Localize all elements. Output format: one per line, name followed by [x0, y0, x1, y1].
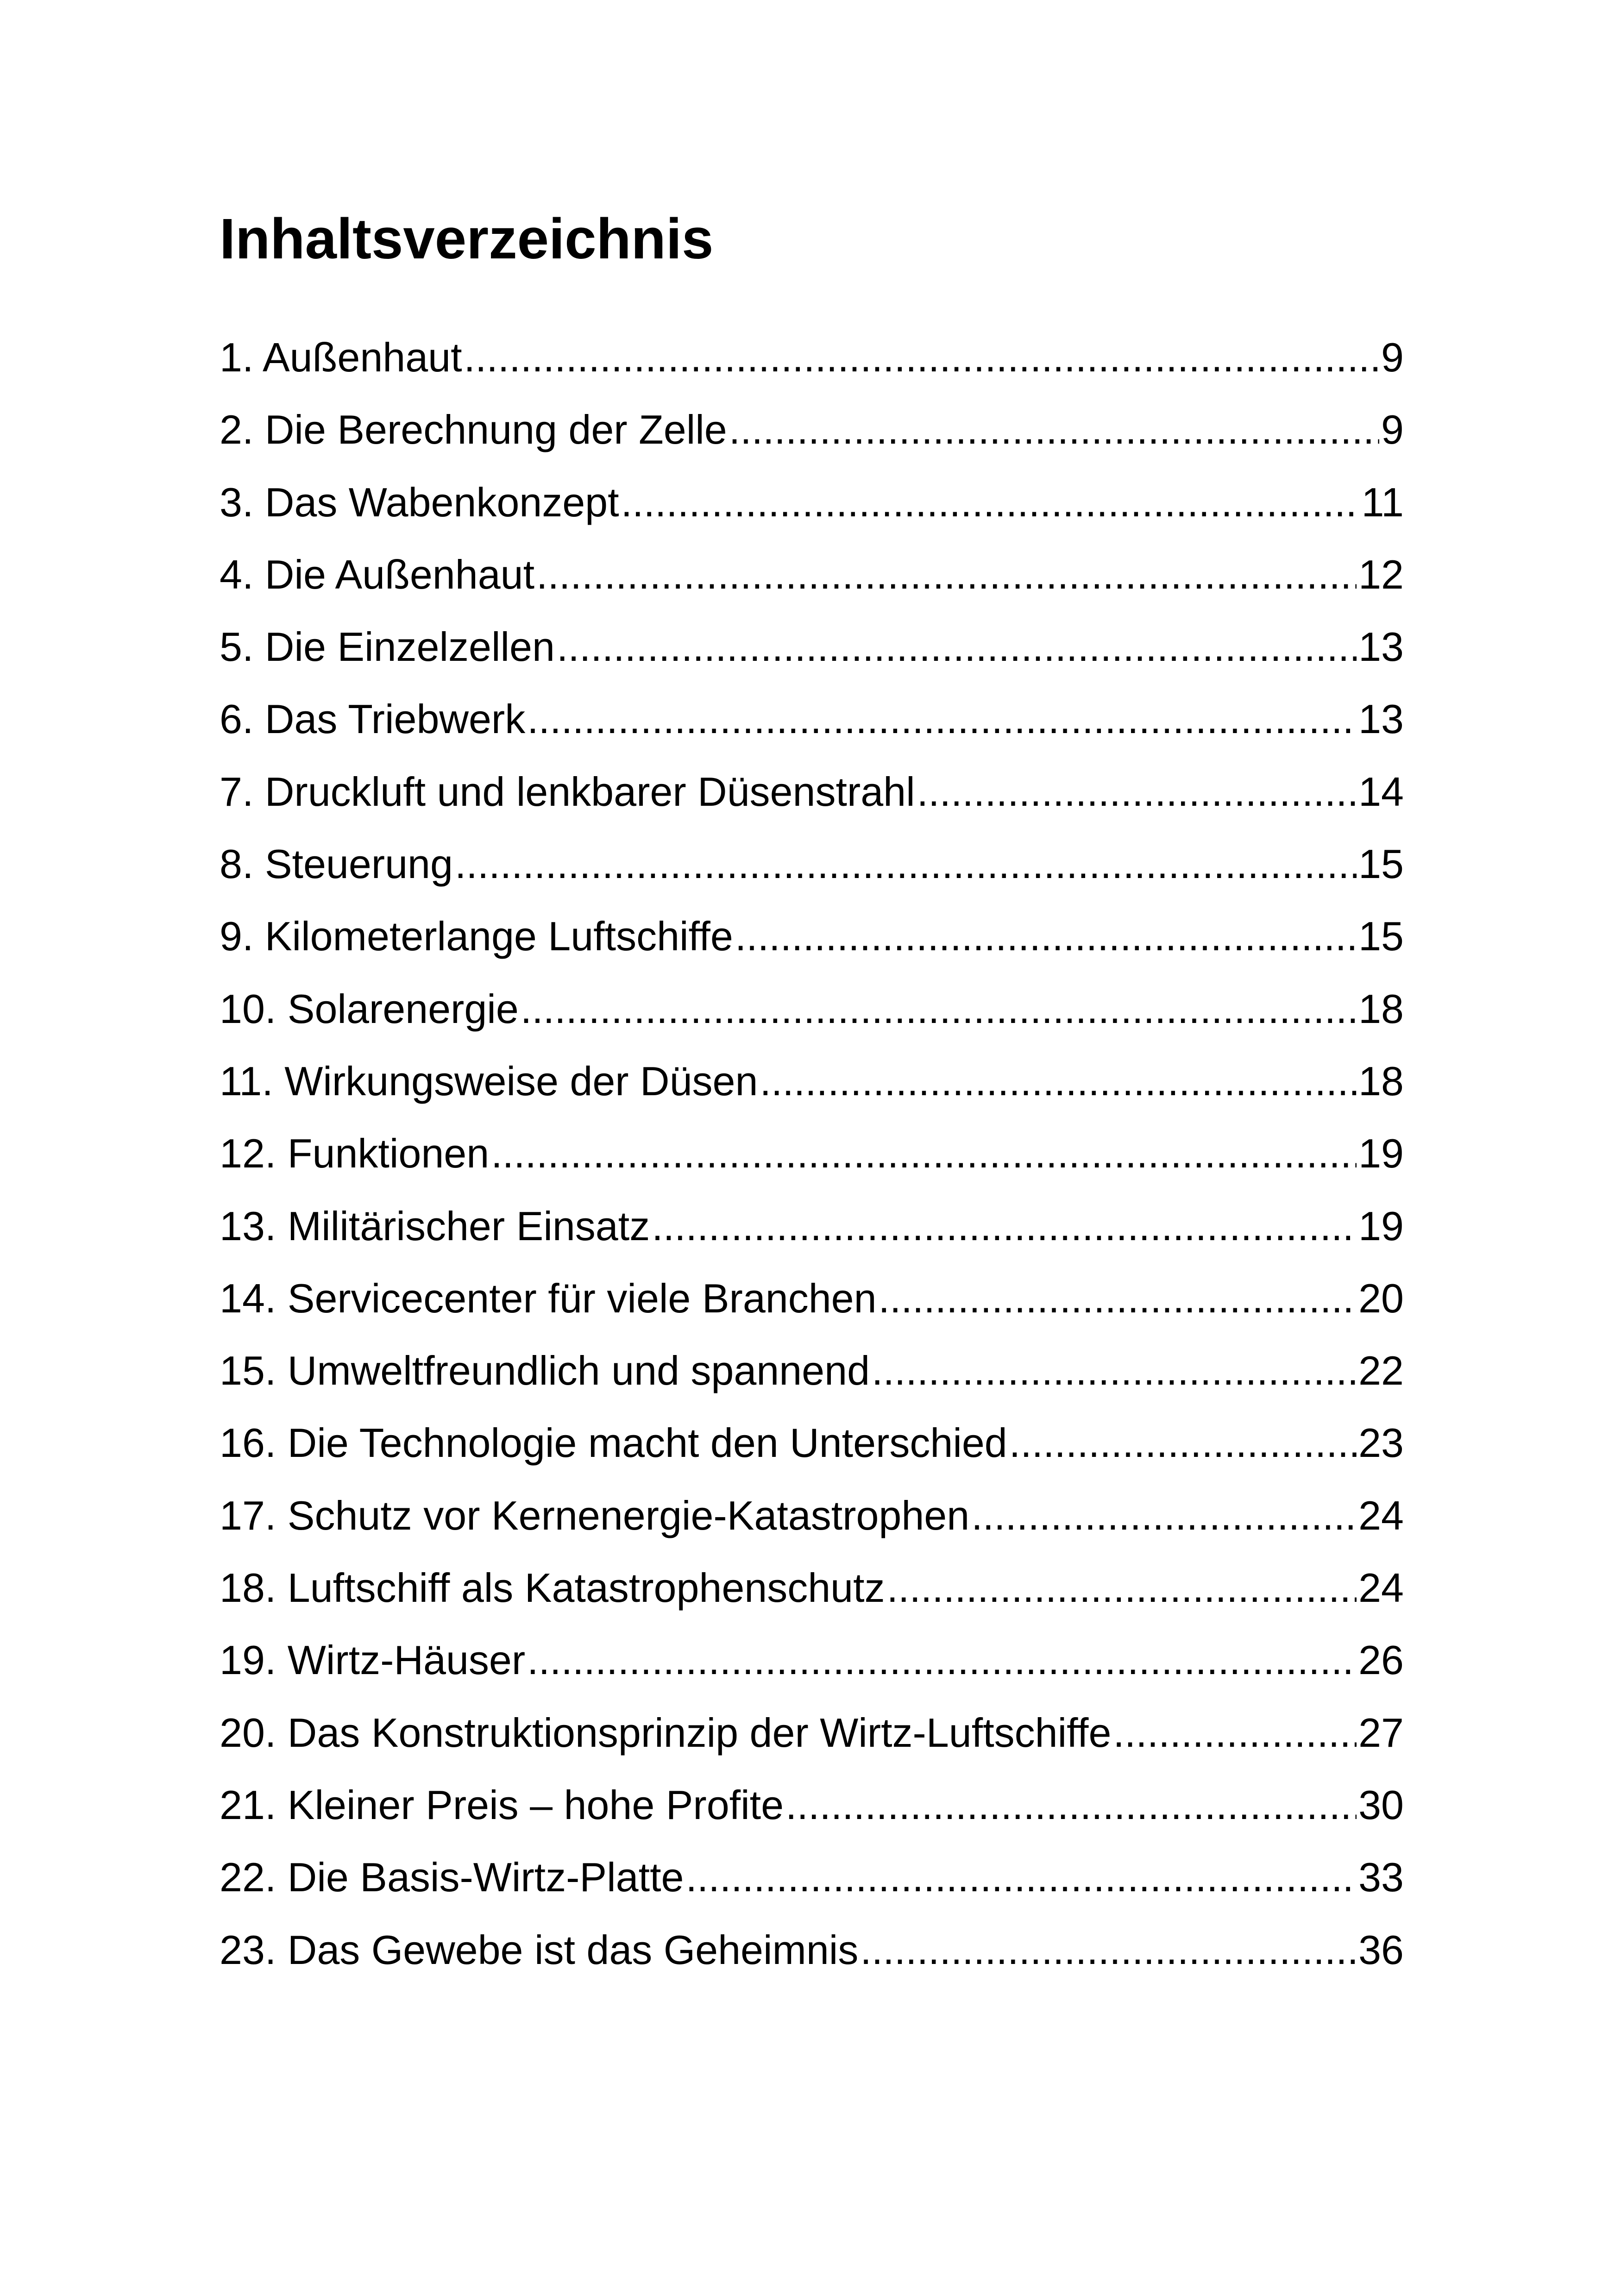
toc-entry-label: 11. Wirkungsweise der Düsen	[220, 1058, 758, 1104]
toc-entry-leader	[917, 772, 1357, 812]
toc-entry-label: 7. Druckluft und lenkbarer Düsenstrahl	[220, 768, 915, 815]
toc-entry	[220, 1350, 1404, 1423]
toc-entry-leader	[455, 844, 1357, 885]
toc-entry-page-number: 13	[1358, 624, 1404, 670]
toc-entry-leader	[536, 554, 1357, 595]
toc-entry-label: 12. Funktionen	[220, 1130, 490, 1177]
toc-entry	[220, 1420, 1404, 1495]
toc-entry	[220, 1203, 1404, 1278]
toc-entry-leader	[521, 989, 1357, 1029]
toc-entry-page-number: 27	[1358, 1709, 1404, 1756]
toc-entry	[220, 1854, 1404, 1929]
toc-entry	[220, 409, 1404, 482]
toc-entry	[220, 913, 1404, 988]
toc-entry-label: 8. Steuerung	[220, 841, 453, 887]
toc-entry	[220, 985, 1404, 1061]
toc-entry-page-number: 18	[1358, 1058, 1404, 1104]
toc-entry-leader	[652, 1206, 1357, 1247]
toc-entry-label: 23. Das Gewebe ist das Geheimnis	[220, 1926, 859, 1973]
toc-entry-leader	[729, 409, 1379, 450]
toc-entry-page-number: 14	[1358, 768, 1404, 815]
toc-entry-page-number: 9	[1381, 334, 1404, 380]
toc-entry-leader	[971, 1495, 1357, 1536]
toc-entry-label: 15. Umweltfreundlich und spannend	[220, 1348, 870, 1394]
toc-entry-label: 17. Schutz vor Kernenergie-Katastrophen	[220, 1492, 970, 1538]
toc-entry-page-number: 26	[1358, 1637, 1404, 1683]
toc-entry-label: 18. Luftschiff als Katastrophenschutz	[220, 1565, 885, 1611]
toc-entry-label: 22. Die Basis-Wirtz-Platte	[220, 1854, 684, 1901]
toc-entry-page-number: 36	[1358, 1926, 1404, 1973]
toc-entry-label: 10. Solarenergie	[220, 985, 519, 1032]
toc-entry	[220, 1709, 1404, 1785]
toc-entry-label: 21. Kleiner Preis – hohe Profite	[220, 1782, 784, 1828]
toc-entry-leader	[860, 1930, 1357, 1970]
toc-entry-page-number: 33	[1358, 1854, 1404, 1901]
toc-entry	[220, 1058, 1404, 1133]
toc-entry-leader	[685, 1857, 1357, 1898]
toc-entry	[220, 551, 1404, 627]
toc-entry-page-number: 20	[1358, 1275, 1404, 1321]
toc-entry-page-number: 19	[1358, 1203, 1404, 1249]
toc-entry-label: 5. Die Einzelzellen	[220, 624, 555, 670]
toc-entry-leader	[879, 1278, 1357, 1319]
toc-entry-label: 6. Das Triebwerk	[220, 696, 526, 742]
toc-entry	[220, 768, 1404, 844]
toc-entry-page-number: 18	[1358, 985, 1404, 1032]
toc-entry-page-number: 24	[1358, 1565, 1404, 1611]
toc-entry	[220, 841, 1404, 916]
page-title: Inhaltsverzeichnis	[220, 207, 714, 271]
toc-entry-page-number: 23	[1358, 1420, 1404, 1466]
toc-entry-page-number: 11	[1361, 479, 1404, 525]
toc-entry-leader	[527, 1640, 1357, 1681]
toc-entry	[220, 1275, 1404, 1350]
toc-entry-label: 3. Das Wabenkonzept	[220, 479, 619, 525]
toc-entry-label: 13. Militärischer Einsatz	[220, 1203, 650, 1249]
toc-entry	[220, 1637, 1404, 1712]
toc-entry-page-number: 15	[1358, 913, 1404, 960]
toc-entry-label: 14. Servicecenter für viele Branchen	[220, 1275, 877, 1321]
toc-entry-leader	[464, 337, 1380, 378]
toc-entry-label: 2. Die Berechnung der Zelle	[220, 407, 727, 453]
toc-entry	[220, 1926, 1404, 2002]
toc-entry-leader	[872, 1350, 1357, 1391]
toc-entry-label: 20. Das Konstruktionsprinzip der Wirtz-Luftschiffe	[220, 1709, 1112, 1756]
toc-entry	[220, 1130, 1404, 1205]
toc-entry-leader	[887, 1568, 1357, 1608]
toc-entry-page-number: 12	[1358, 551, 1404, 597]
toc-entry	[220, 624, 1404, 699]
toc-entry-leader	[760, 1061, 1357, 1102]
toc-entry-label: 9. Kilometerlange Luftschiffe	[220, 913, 733, 960]
toc-entry-label: 4. Die Außenhaut	[220, 551, 535, 597]
toc-entry-leader	[735, 916, 1357, 957]
toc-entry	[220, 334, 1404, 409]
toc-entry-page-number: 30	[1358, 1782, 1404, 1828]
toc-entry-page-number: 24	[1358, 1492, 1404, 1538]
toc-entry-leader	[527, 699, 1357, 740]
toc-entry	[220, 479, 1404, 554]
toc-entry-label: 19. Wirtz-Häuser	[220, 1637, 526, 1683]
toc-entry-leader	[785, 1785, 1357, 1826]
toc-entry-leader	[1113, 1713, 1357, 1753]
toc-entry-page-number: 22	[1358, 1348, 1404, 1394]
toc-entry-page-number: 9	[1381, 407, 1404, 453]
toc-entry-leader	[1009, 1423, 1357, 1463]
toc-entry	[220, 696, 1404, 771]
toc-entry	[220, 1492, 1404, 1568]
toc-entry-page-number: 13	[1358, 696, 1404, 742]
toc-entry	[220, 1782, 1404, 1857]
table-of-contents	[220, 334, 1404, 2002]
toc-entry-page-number: 15	[1358, 841, 1404, 887]
toc-entry-label: 16. Die Technologie macht den Unterschied	[220, 1420, 1007, 1466]
toc-entry-label: 1. Außenhaut	[220, 334, 462, 380]
toc-entry	[220, 1565, 1404, 1640]
toc-entry-leader	[557, 627, 1357, 667]
toc-entry-leader	[491, 1133, 1357, 1174]
toc-entry-page-number: 19	[1358, 1130, 1404, 1177]
toc-entry-leader	[621, 482, 1360, 523]
